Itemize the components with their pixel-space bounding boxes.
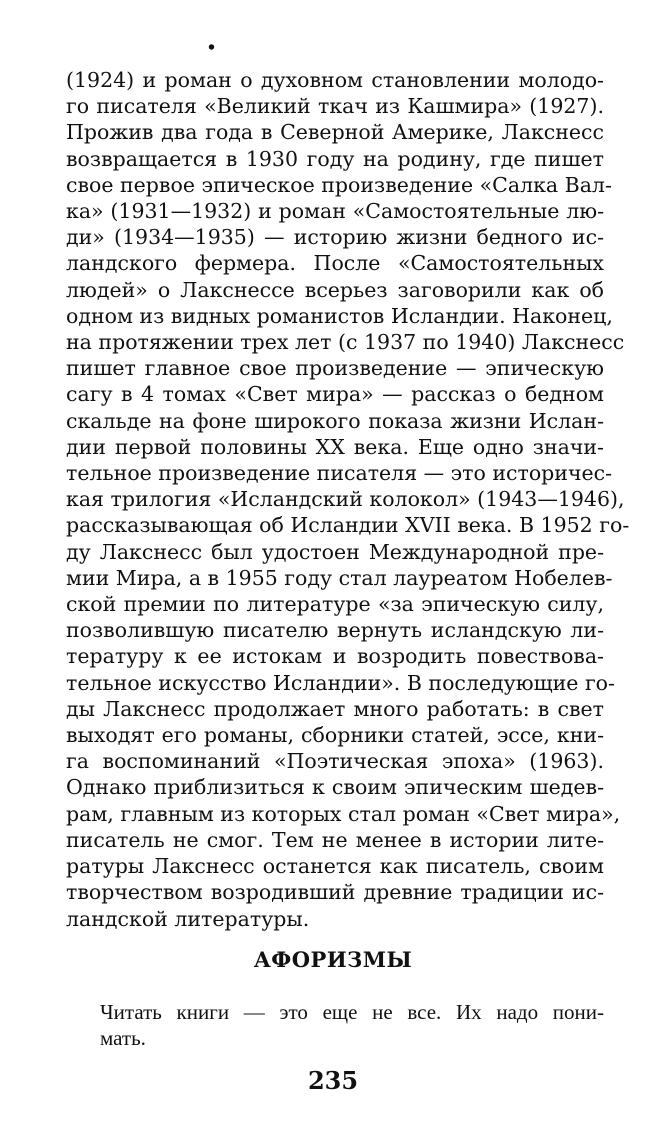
body-line: пишет главное свое произведение — эпическую bbox=[66, 356, 604, 381]
body-line: сагу в 4 томах «Свет мира» — рассказ о бедном bbox=[66, 382, 604, 407]
body-line: рассказывающая об Исландии XVII века. В 1952 го- bbox=[66, 513, 630, 538]
body-line: людей» о Лакснессе всерьез заговорили как об bbox=[66, 277, 604, 302]
body-line: ды Лакснесс продолжает много работать: в свет bbox=[66, 696, 604, 721]
body-line: возвращается в 1930 году на родину, где пишет bbox=[66, 146, 604, 171]
body-line: свое первое эпическое произведение «Салка Вал- bbox=[66, 172, 612, 197]
body-line: рам, главным из которых стал роман «Свет мира», bbox=[66, 801, 621, 826]
body-line: кая трилогия «Исландский колокол» (1943—1946), bbox=[66, 487, 625, 512]
body-line: выходят его романы, сборники статей, эссе, кни- bbox=[66, 723, 604, 748]
body-line: Однако приблизиться к своим эпическим шедев- bbox=[66, 775, 604, 800]
aphorism-line: мать. bbox=[100, 1026, 146, 1050]
body-line: го писателя «Великий ткач из Кашмира» (1927). bbox=[66, 94, 604, 119]
body-line: тельное искусство Исландии». В последующие го- bbox=[66, 670, 615, 695]
body-line: одном из видных романистов Исландии. Наконец, bbox=[66, 303, 613, 328]
body-line: ди» (1934—1935) — историю жизни бедного ис- bbox=[66, 225, 604, 250]
body-text bbox=[66, 67, 630, 932]
body-line: ской премии по литературе «за эпическую силу, bbox=[66, 592, 604, 617]
body-line: творчеством возродивший древние традиции ис- bbox=[66, 880, 604, 905]
body-line: Прожив два года в Северной Америке, Лакснесс bbox=[66, 120, 604, 145]
body-line: дии первой половины XX века. Еще одно значи- bbox=[66, 434, 604, 459]
aphorism-line: Читать книги — это еще не все. Их надо пони- bbox=[100, 1000, 604, 1024]
body-line: на протяжении трех лет (с 1937 по 1940) Лакснесс bbox=[66, 330, 625, 355]
aphorism bbox=[100, 999, 604, 1051]
section-heading: АФОРИЗМЫ bbox=[253, 947, 413, 972]
page-number: 235 bbox=[307, 1066, 359, 1095]
body-line: тельное произведение писателя — это историчес- bbox=[66, 461, 613, 486]
body-line: (1924) и роман о духовном становлении молодо- bbox=[66, 68, 604, 92]
body-line: ландской литературы. bbox=[66, 906, 310, 931]
body-line: тературу к ее истокам и возродить повествова- bbox=[66, 644, 604, 669]
body-line: ка» (1931—1932) и роман «Самостоятельные лю- bbox=[66, 199, 604, 224]
body-line: ратуры Лакснесс останется как писатель, своим bbox=[66, 854, 604, 879]
body-line: ду Лакснесс был удостоен Международной пре- bbox=[66, 539, 604, 564]
printer-mark: • bbox=[208, 37, 216, 59]
body-line: га воспоминаний «Поэтическая эпоха» (1963). bbox=[66, 749, 604, 774]
body-line: писатель не смог. Тем не менее в истории лите- bbox=[66, 827, 604, 852]
body-line: мии Мира, а в 1955 году стал лауреатом Нобелев- bbox=[66, 565, 613, 590]
body-line: позволившую писателю вернуть исландскую ли- bbox=[66, 618, 604, 643]
body-line: ландского фермера. После «Самостоятельных bbox=[66, 251, 604, 276]
body-line: скальде на фоне широкого показа жизни Ислан- bbox=[66, 408, 604, 433]
